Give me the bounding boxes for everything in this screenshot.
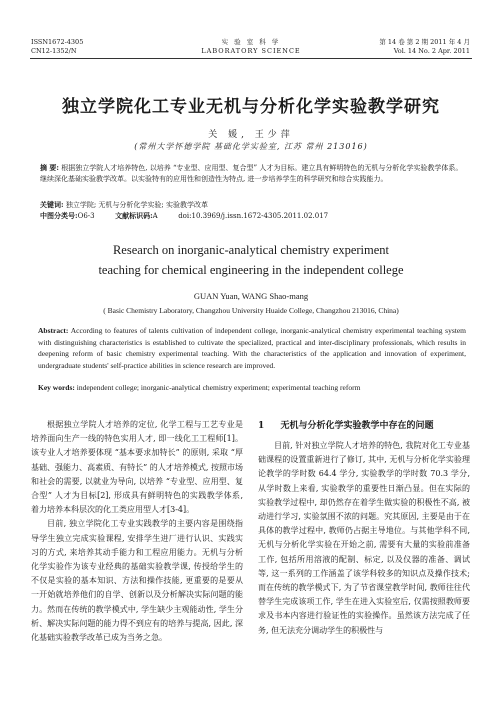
- en-authors: GUAN Yuan, WANG Shao-mang: [193, 291, 309, 301]
- en-affiliation: ( Basic Chemistry Laboratory, Changzhou University Huaide College, Changzhou 213016, China): [103, 306, 399, 315]
- page-title: 独立学院化工专业无机与分析化学实验教学研究: [62, 97, 440, 117]
- abstract-cn-label: 摘 要:: [40, 163, 60, 172]
- abstract-cn-text: 根据独立学院人才培养特色, 以培养 “专业型、应用型、复合型” 人才为目标。建立具有鲜明特色的无机与分析化学实验教学体系。继续深化基础实验教学改革。以实验特有的应用性和创造性为特点, 进一步培养学生的科学研究和综合实践能力。: [40, 164, 463, 183]
- body-right-column: [258, 418, 470, 638]
- en-title-line2: teaching for chemical engineering in the independent college: [98, 263, 404, 277]
- issue-cn: 第 14 卷 第 2 期 2011 年 4 月: [379, 38, 470, 46]
- paragraph: 目前, 独立学院化工专业实践教学的主要内容是围绕指导学生独立完成实验课程, 安排学生进厂进行认识、实践实习的方式, 来培养其动手能力和工程应用能力。无机与分析化学实验作为该专业经典的基础实验教学课, 传授给学生的不仅是实验的基本知识、方法和操作技能, 更重要的是要从一开始就培养他们的自学、创新以及分析解决实际问题的能力。然而在传统的教学模式中, 学生缺少主观能动性, 学生分析、解决实际问题的能力得不到应有的培养与提高, 因此, 深化基础实验教学改革已成为当务之急。: [31, 519, 243, 643]
- en-title-line1: Research on inorganic-analytical chemistry experiment: [112, 243, 390, 257]
- abstract-en-text: According to features of talents cultivation of independent college, inorganic-analytical chemistry experimental teaching system with distinguishing characteristics is established to cultivate the specialized, practical and inter-disciplinary professionals, which results in deepening reform of basic chemistry experimental teaching. With the characteristics of the application and innovation of experiment, undergraduate students' self-practice abilities in science research are improved.: [38, 326, 466, 370]
- abstract-en: [38, 325, 466, 371]
- journal-name-cn: 实 验 室 科 学: [221, 38, 281, 46]
- abstract-en-label: Abstract:: [38, 326, 69, 335]
- section-number: 1: [258, 421, 265, 431]
- issue-en: Vol. 14 No. 2 Apr. 2011: [393, 47, 470, 55]
- doc-code-label: 文献标识码:: [115, 211, 153, 220]
- paragraph: 目前, 针对独立学院人才培养的特色, 我院对化工专业基础课程的设置重新进行了修订, 其中, 无机与分析化学实验理论教学的学时数 64.4 学分, 实验教学的学时数 70.3 学分, 从学时数上来看, 实验教学的重要性日渐凸显。但在实际的实验教学过程中, 却仍然存在着学生做实验的积极性不高, 被动进行学习, 实验氛围不浓的问题。究其原因, 主要是由于在具体的教学过程中, 教师仍占据主导地位。与其他学科不同, 无机与分析化学实验在开始之前, 需要有大量的实验前准备工作, 包括所用溶液的配制、标定, 以及仪器的准备、调试等, 这一系列的工作涵盖了该学科较多的知识点及操作技术; 而在传统的教学模式下, 为了节省课堂教学时间, 教师往往代替学生完成该项工作, 学生在进入实验室后, 仅需按照教师要求及书本内容进行验证性的实验操作。虽然该方法完成了任务, 但无法充分调动学生的积极性与: [258, 441, 470, 635]
- paragraph: 根据独立学院人才培养的定位, 化学工程与工艺专业是培养面向生产一线的特色实用人才, 即一线化工工程师[1]。该专业人才培养要体现 “基本要求加特长” 的原则, 采取 “厚基础、强能力、高素质、有特长” 的人才培养模式, 按照市场和社会的需要, 以就业为导向, 以培养 “专业型、应用型、复合型” 人才为目标[2], 形成具有鲜明特色的实践教学体系, 着力培养本科层次的化工类应用型人才[3-4]。: [31, 420, 243, 515]
- cn-number: CN12-1352/N: [31, 47, 77, 55]
- doc-code-value: A: [152, 212, 158, 220]
- keywords-cn-label: 关键词:: [40, 200, 64, 209]
- journal-name-en: LABORATORY SCIENCE: [201, 47, 301, 55]
- keywords-en-text: independent college; inorganic-analytical chemistry experiment; experimental teaching reform: [76, 383, 361, 392]
- issn: ISSN1672-4305: [31, 38, 84, 46]
- right-column-text: [258, 439, 470, 638]
- abstract-cn: [40, 162, 465, 185]
- header-rule: [30, 58, 472, 59]
- section-heading: [258, 418, 470, 431]
- keywords-en-label: Key words:: [38, 383, 75, 392]
- authors: 关 媛, 王少萍: [208, 130, 294, 140]
- doi: doi:10.3969/j.issn.1672-4305.2011.02.017: [178, 212, 329, 220]
- classification-line: [40, 210, 465, 222]
- section-title: 无机与分析化学实验教学中存在的问题: [280, 421, 434, 431]
- clc-label: 中图分类号:: [40, 211, 78, 220]
- affiliation: (常州大学怀德学院 基础化学实验室, 江苏 常州 213016): [134, 142, 368, 151]
- keywords-en: [38, 382, 466, 394]
- clc-value: O6-3: [77, 212, 95, 220]
- body-left-column: [31, 418, 243, 645]
- keywords-cn-text: 独立学院; 无机与分析化学实验; 实验教学改革: [65, 201, 208, 209]
